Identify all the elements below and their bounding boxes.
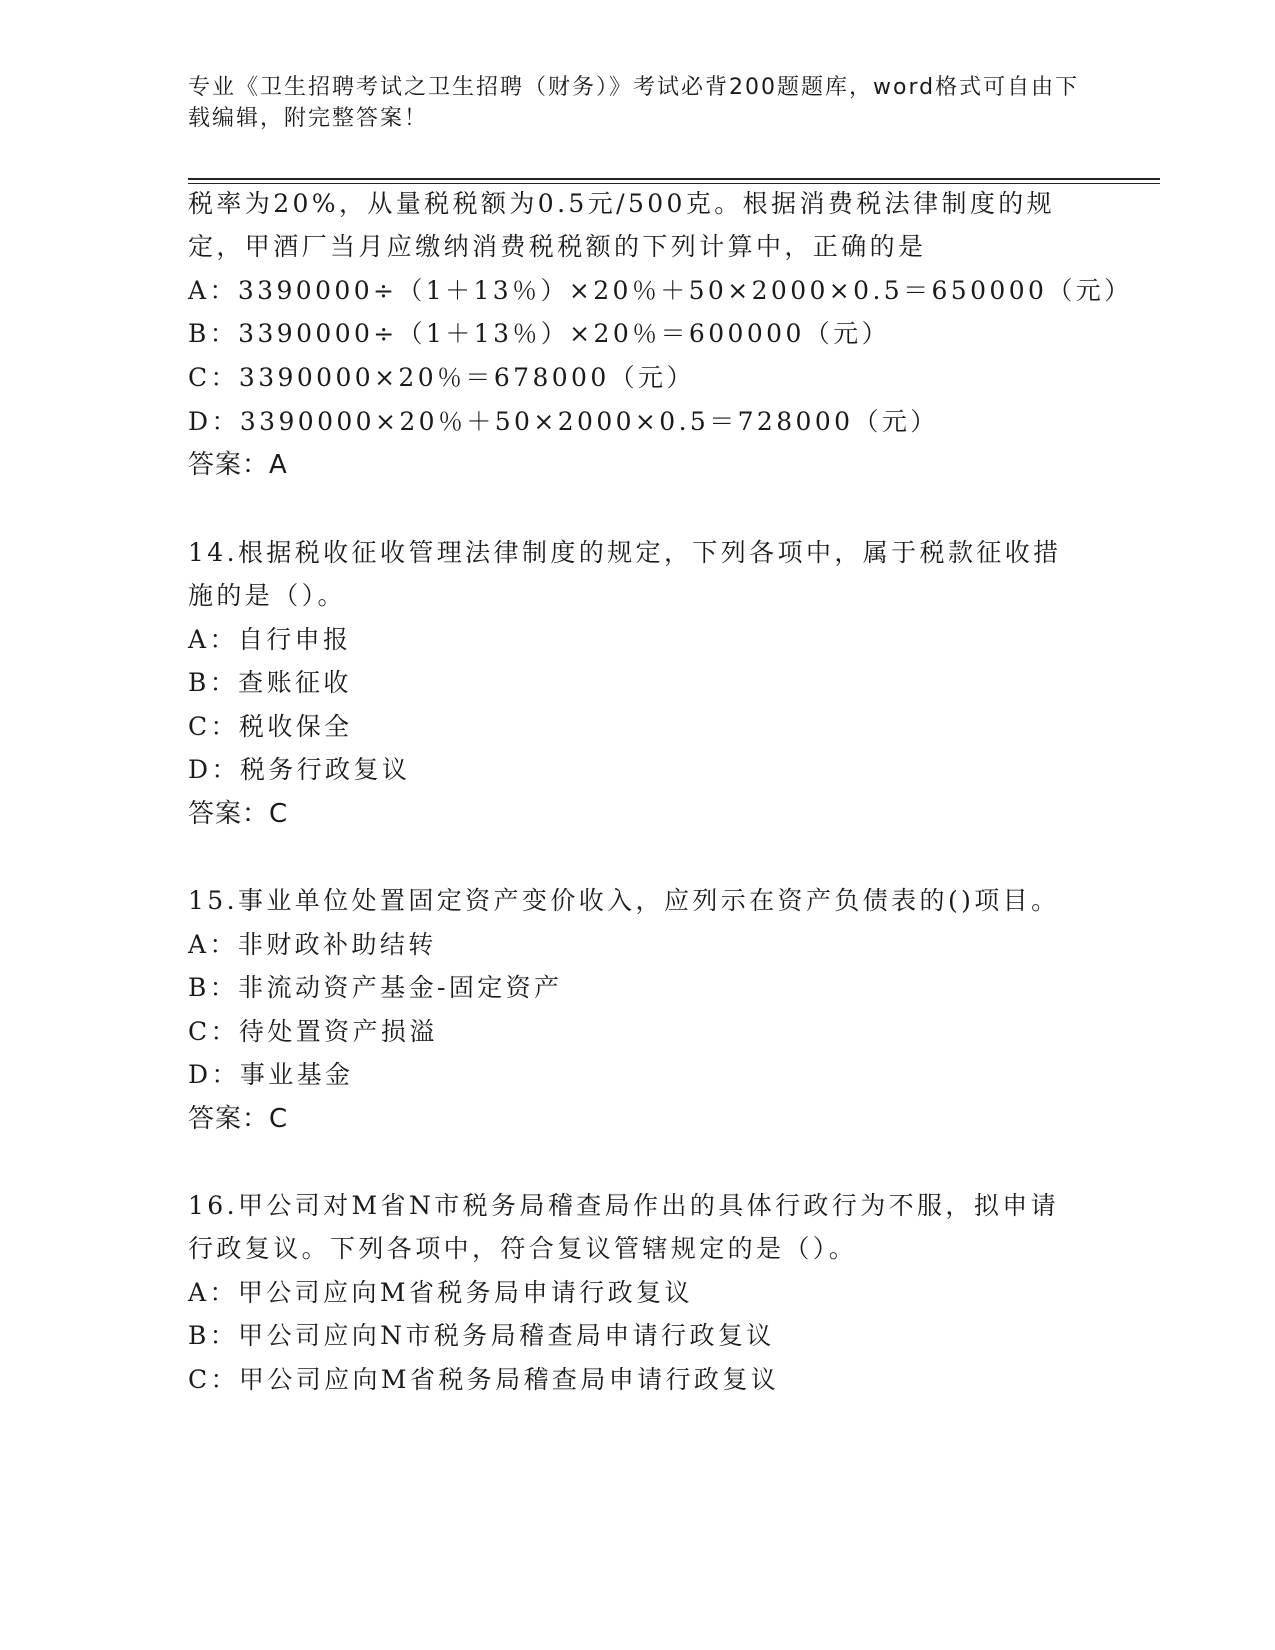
question-13-option-b: B：3390000÷（1＋13％）×20％＝600000（元） xyxy=(188,319,890,348)
question-14-stem-line2: 施的是（）。 xyxy=(188,581,346,610)
question-13-option-d: D：3390000×20％＋50×2000×0.5＝728000（元） xyxy=(188,407,939,436)
question-14-answer: 答案：C xyxy=(188,799,289,829)
question-14-stem-line1: 14.根据税收征收管理法律制度的规定，下列各项中，属于税款征收措 xyxy=(188,538,1062,567)
question-16-option-b: B：甲公司应向N市税务局稽查局申请行政复议 xyxy=(188,1321,775,1350)
question-15-stem-line1: 15.事业单位处置固定资产变价收入，应列示在资产负债表的()项目。 xyxy=(188,886,1060,915)
question-14-option-d: D：税务行政复议 xyxy=(188,755,411,784)
question-14-option-a: A：自行申报 xyxy=(188,625,352,654)
question-14-option-c: C：税收保全 xyxy=(188,712,353,741)
question-13-option-c: C：3390000×20％＝678000（元） xyxy=(188,363,695,392)
question-13-stem-line2: 定，甲酒厂当月应缴纳消费税税额的下列计算中，正确的是 xyxy=(188,232,927,261)
question-14-option-b: B：查账征收 xyxy=(188,668,352,697)
question-16-option-c: C：甲公司应向M省税务局稽查局申请行政复议 xyxy=(188,1365,780,1394)
question-15-option-c: C：待处置资产损溢 xyxy=(188,1017,438,1046)
question-13-option-a: A：3390000÷（1＋13％）×20％＋50×2000×0.5＝650000（元） xyxy=(188,276,1133,305)
question-15-option-d: D：事业基金 xyxy=(188,1060,354,1089)
document-header: 专业《卫生招聘考试之卫生招聘（财务）》考试必背200题题库，word格式可自由下载编辑，附完整答案！ xyxy=(188,75,1080,131)
question-16-stem-line1: 16.甲公司对M省N市税务局稽查局作出的具体行政行为不服，拟申请 xyxy=(188,1191,1060,1220)
question-13-answer: 答案：A xyxy=(188,450,288,480)
question-15-answer: 答案：C xyxy=(188,1104,289,1134)
question-16-stem-line2: 行政复议。下列各项中，符合复议管辖规定的是（）。 xyxy=(188,1234,858,1263)
question-16-option-a: A：甲公司应向M省税务局申请行政复议 xyxy=(188,1278,693,1307)
question-15-option-a: A：非财政补助结转 xyxy=(188,930,437,959)
header-divider-thin xyxy=(188,183,1160,184)
question-13-stem-line1: 税率为20%，从量税税额为0.5元/500克。根据消费税法律制度的规 xyxy=(188,189,1056,218)
question-15-option-b: B：非流动资产基金-固定资产 xyxy=(188,973,563,1002)
header-divider xyxy=(188,178,1160,180)
